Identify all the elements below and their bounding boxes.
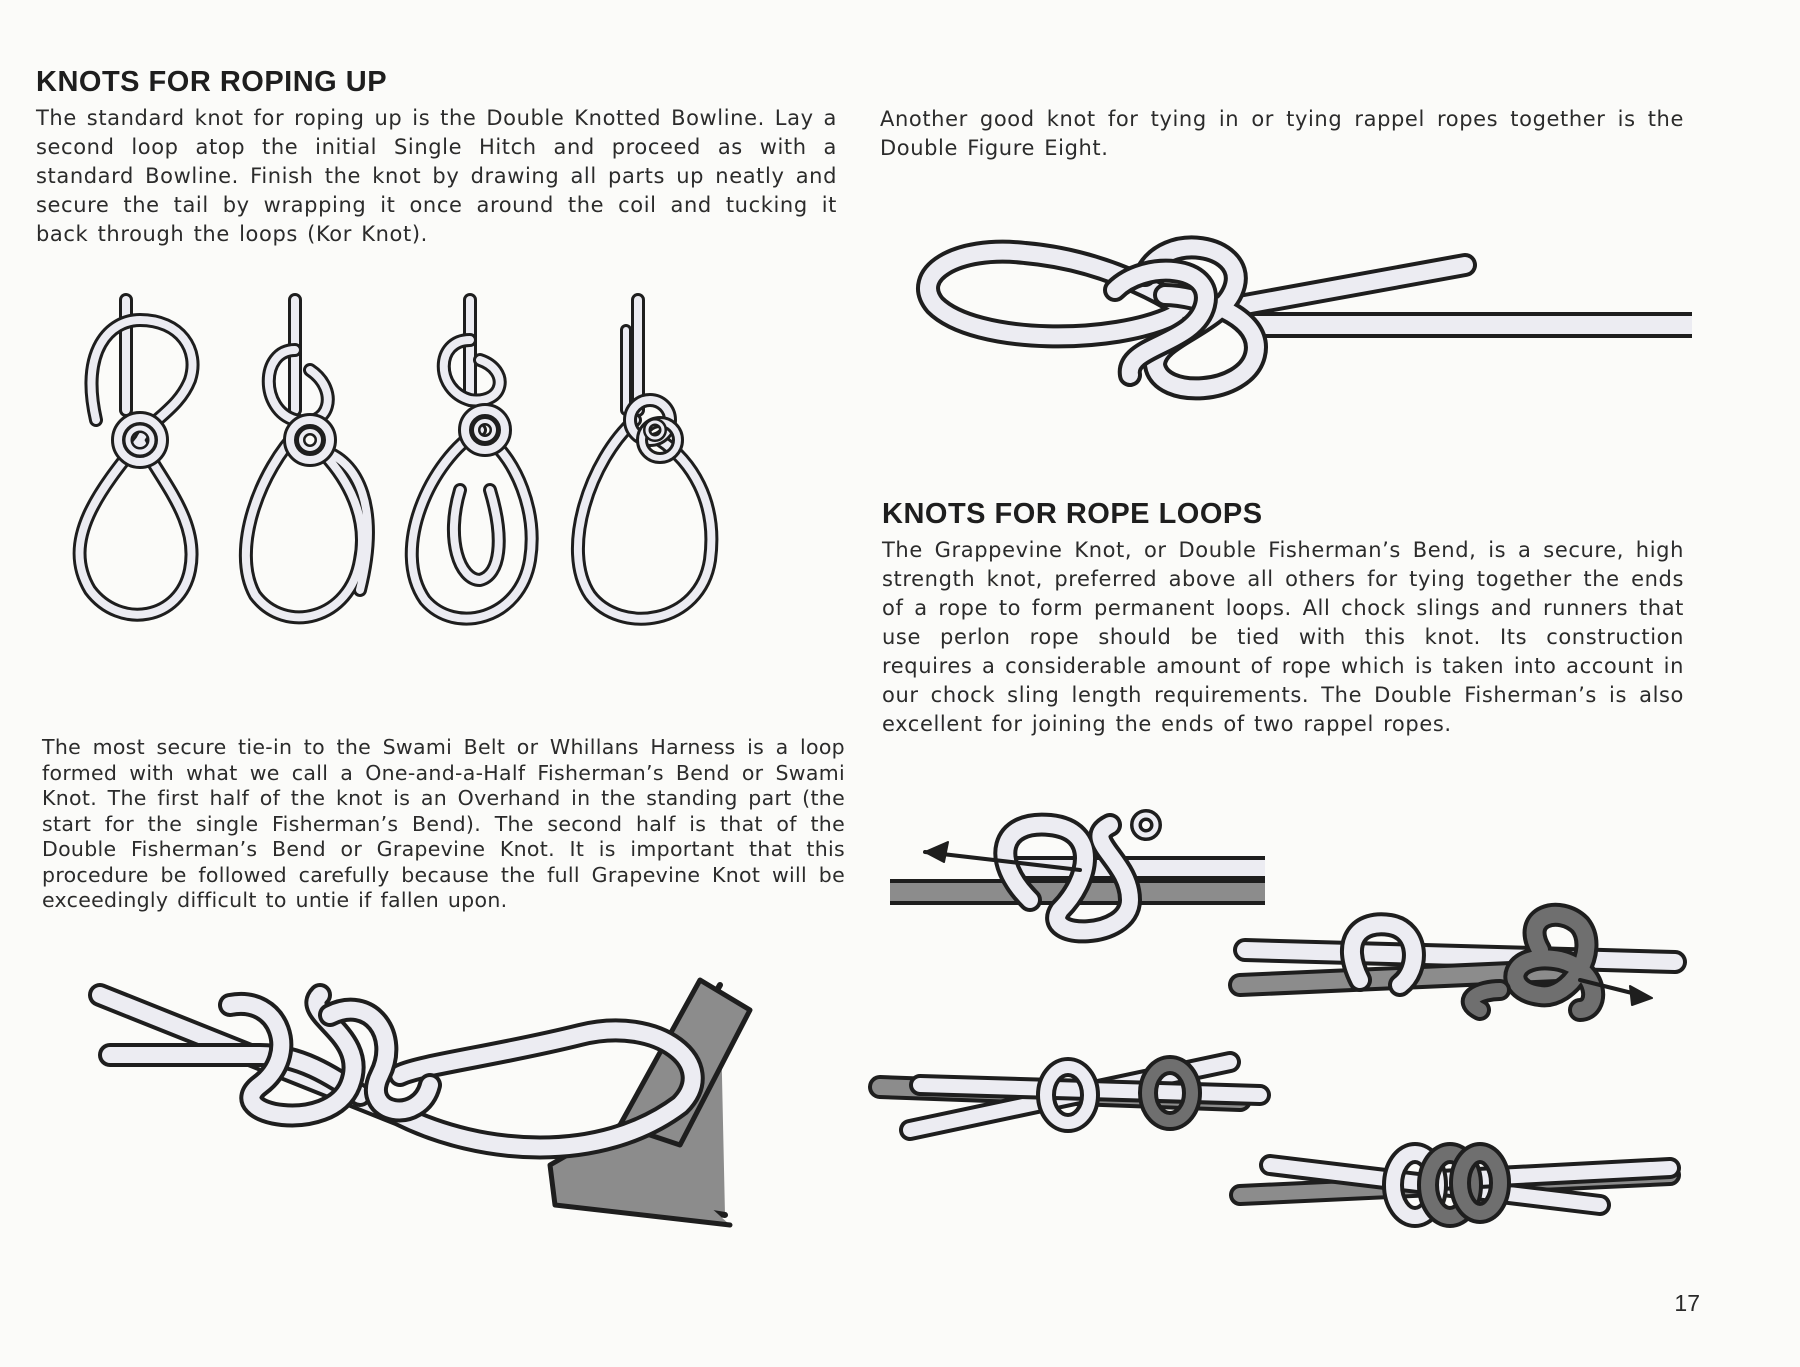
bowline-stage-3-drawing xyxy=(412,300,532,619)
grapevine-step-4-drawing xyxy=(1240,1153,1670,1217)
paragraph-grapevine-knot: The Grappevine Knot, or Double Fisherman’s Bend, is a secure, high strength knot, preferred above all others for tying together the ends of a rope to form permanent loops. All chock slings and runners that use perlon rope should be tied with this knot. Its construction requires a considerable amount of rope which is taken into account in our chock sling length requirements. The Double Fisherman’s is also excellent for joining the ends of two rappel ropes. xyxy=(882,538,1684,736)
heading-knots-for-roping-up: KNOTS FOR ROPING UP xyxy=(36,66,388,98)
figure-swami-knot xyxy=(100,975,760,1215)
heading-knots-for-rope-loops: KNOTS FOR ROPE LOOPS xyxy=(882,498,1263,530)
bowline-stage-1-drawing xyxy=(80,300,193,615)
figure-grapevine-knot-sequence xyxy=(880,800,1690,1250)
bowline-stage-4-drawing xyxy=(578,300,711,619)
bowline-stage-2-drawing xyxy=(246,300,368,617)
paragraph-double-knotted-bowline: The standard knot for roping up is the Double Knotted Bowline. Lay a second loop atop the initial Single Hitch and proceed as with a standard Bowline. Finish the knot by drawing all parts up neatly and secure the tail by wrapping it once around the coil and tucking it back through the loops (Kor Knot). xyxy=(36,106,837,246)
page-number: 17 xyxy=(1674,1290,1700,1316)
grapevine-step-2-drawing xyxy=(1240,915,1675,1010)
paragraph-double-figure-eight: Another good knot for tying in or tying rappel ropes together is the Double Figure Eight. xyxy=(880,107,1684,160)
figure-double-figure-eight xyxy=(915,235,1695,405)
grapevine-step-1-drawing xyxy=(890,815,1265,931)
grapevine-step-3-drawing xyxy=(880,1062,1260,1130)
figure-double-bowline-sequence xyxy=(60,290,800,640)
paragraph-swami-knot: The most secure tie-in to the Swami Belt or Whillans Harness is a loop formed with what we call a One-and-a-Half Fisherman’s Bend or Swami Knot. The first half of the knot is an Overhand in the standing part (the start for the single Fisherman’s Bend). The second half is that of the Double Fisherman’s Bend or Grapevine Knot. It is important that this procedure be followed carefully because the full Grapevine Knot will be exceedingly difficult to untie if fallen upon. xyxy=(42,735,845,912)
